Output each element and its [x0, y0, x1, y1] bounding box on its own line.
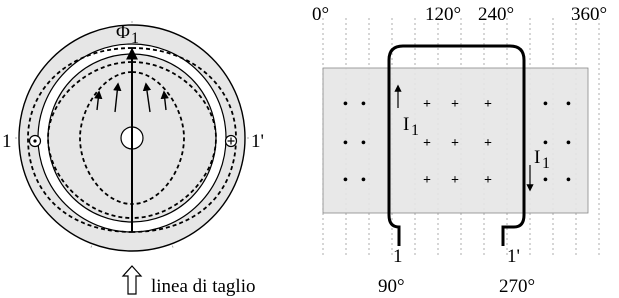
- conductor-dot-symbol: [30, 136, 41, 147]
- svg-text:+: +: [484, 173, 492, 188]
- current-label-left: I: [403, 114, 410, 135]
- svg-text:•: •: [343, 173, 348, 188]
- developed-view: [312, 4, 607, 297]
- svg-text:+: +: [451, 173, 459, 188]
- current-label-right-subscript: 1: [542, 155, 550, 172]
- svg-text:+: +: [484, 97, 492, 112]
- svg-text:+: +: [423, 173, 431, 188]
- svg-text:•: •: [566, 136, 571, 151]
- coil-side-left-label: 1: [2, 131, 12, 152]
- svg-text:+: +: [451, 97, 459, 112]
- angle-label-120: 120°: [425, 4, 462, 25]
- svg-text:+: +: [423, 136, 431, 151]
- terminal-left-label: 1: [393, 246, 403, 267]
- svg-text:+: +: [423, 97, 431, 112]
- current-label-right: I: [534, 147, 541, 168]
- angle-label-360: 360°: [571, 4, 608, 25]
- svg-text:•: •: [543, 173, 548, 188]
- angle-label-90: 90°: [378, 276, 405, 297]
- svg-text:+: +: [451, 136, 459, 151]
- angle-label-270: 270°: [499, 276, 536, 297]
- cut-line-caption: linea di taglio: [151, 276, 256, 297]
- conductor-cross-symbol: [226, 136, 237, 147]
- svg-text:•: •: [361, 97, 366, 112]
- svg-text:•: •: [361, 136, 366, 151]
- svg-text:•: •: [566, 97, 571, 112]
- svg-text:•: •: [343, 136, 348, 151]
- cut-line-arrow-icon: [123, 266, 141, 294]
- coil-side-right-label: 1': [251, 131, 264, 152]
- flux-label: Φ: [116, 22, 130, 43]
- machine-cross-section: [2, 20, 264, 297]
- svg-text:•: •: [361, 173, 366, 188]
- terminal-right-label: 1': [507, 246, 520, 267]
- flux-label-subscript: 1: [131, 30, 139, 47]
- svg-text:•: •: [543, 97, 548, 112]
- svg-text:+: +: [484, 136, 492, 151]
- svg-text:•: •: [343, 97, 348, 112]
- angle-label-0: 0°: [312, 4, 330, 25]
- svg-text:•: •: [566, 173, 571, 188]
- svg-text:•: •: [543, 136, 548, 151]
- angle-label-240: 240°: [478, 4, 515, 25]
- current-label-left-subscript: 1: [411, 122, 419, 139]
